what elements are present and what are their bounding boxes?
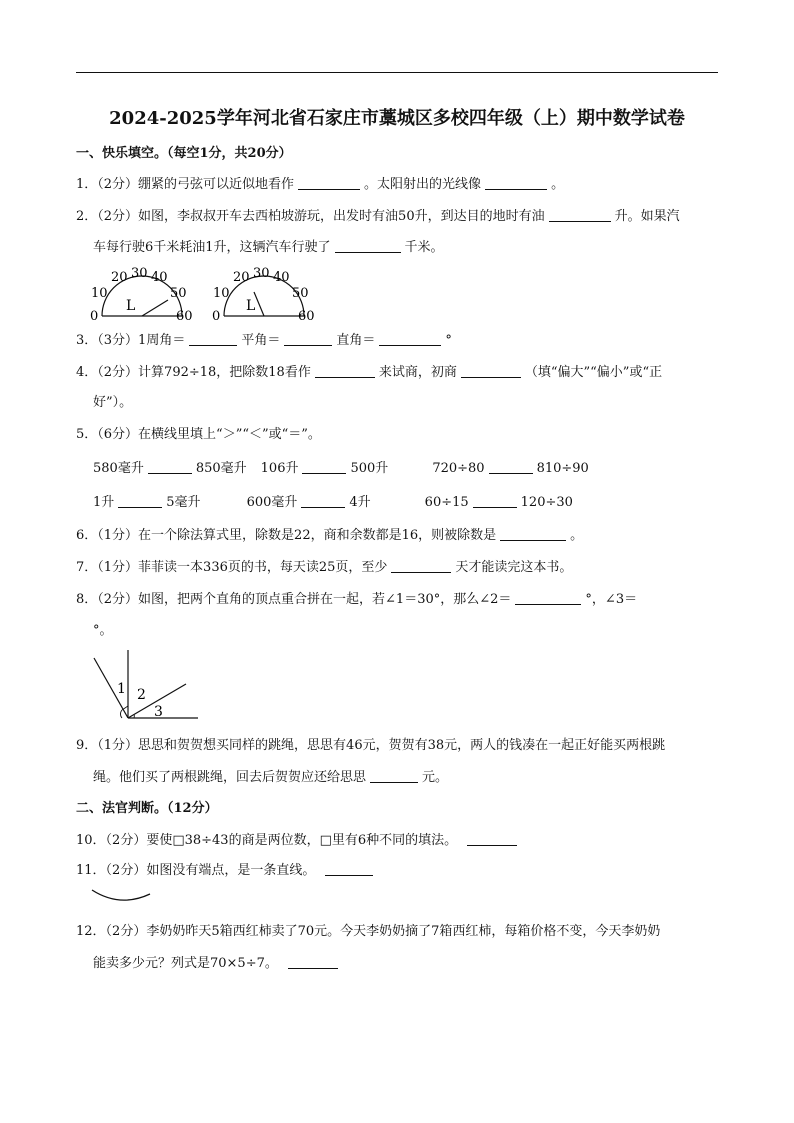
- question-text: 能卖多少元？列式是70×5÷7。: [93, 956, 278, 971]
- fuel-gauge-start: [90, 266, 193, 322]
- gauge-tick: 50: [292, 286, 309, 301]
- gauge-tick: 0: [90, 309, 99, 322]
- answer-blank[interactable]: [315, 363, 375, 378]
- gauge-tick: 20: [111, 270, 128, 285]
- gauge-tick: 60: [176, 309, 193, 322]
- angle-figure: [88, 648, 204, 722]
- gauge-tick: 30: [253, 266, 270, 281]
- question-2: [76, 207, 680, 226]
- compare-left: 580毫升: [93, 461, 144, 476]
- question-3: [76, 331, 452, 350]
- question-text: 。: [551, 177, 565, 192]
- compare-right: 4升: [349, 495, 371, 510]
- question-text: 。: [570, 528, 584, 543]
- gauge-tick: 20: [233, 270, 250, 285]
- gauge-tick: 60: [298, 309, 315, 322]
- angle-label-2: 2: [137, 687, 146, 703]
- answer-blank[interactable]: [335, 238, 401, 253]
- gauge-tick: 40: [273, 270, 290, 285]
- answer-blank[interactable]: [284, 331, 332, 346]
- answer-blank[interactable]: [473, 493, 517, 508]
- question-text: 来试商，初商: [378, 365, 457, 380]
- gauge-tick: 0: [212, 309, 221, 322]
- top-rule: [76, 72, 718, 73]
- gauge-tick: 10: [91, 286, 108, 301]
- question-text: 。太阳射出的光线像: [364, 177, 482, 192]
- question-8-cont: [93, 621, 113, 640]
- question-9: 9．（1分）思思和贺贺想买同样的跳绳，思思有46元，贺贺有38元，两人的钱凑在一起正好能买两根跳: [76, 738, 666, 753]
- compare-right: 120÷30: [520, 495, 573, 510]
- question-12-cont: [93, 954, 342, 973]
- question-text: 11．（2分）如图没有端点，是一条直线。: [76, 863, 316, 878]
- question-5: 5．（6分）在横线里填上“＞”“＜”或“＝”。: [76, 427, 321, 442]
- compare-left: 60÷15: [424, 495, 469, 510]
- question-text: 元。: [422, 770, 449, 785]
- question-text: 7．（1分）菲菲读一本336页的书，每天读25页，至少: [76, 560, 388, 575]
- question-text: （填“偏大”“偏小”或“正: [524, 365, 663, 380]
- answer-blank[interactable]: [379, 331, 441, 346]
- gauge-unit: L: [126, 298, 136, 314]
- question-text: °: [445, 333, 452, 348]
- compare-right: 500升: [350, 461, 389, 476]
- question-10: [76, 831, 521, 850]
- answer-blank[interactable]: [461, 363, 521, 378]
- answer-blank[interactable]: [302, 459, 346, 474]
- question-text: 天才能读完这本书。: [455, 560, 573, 575]
- answer-blank[interactable]: [118, 493, 162, 508]
- question-text: 10．（2分）要使□38÷43的商是两位数，□里有6种不同的填法。: [76, 833, 458, 848]
- question-2-cont: [93, 238, 444, 257]
- gauge-tick: 10: [213, 286, 230, 301]
- compare-row-2: [93, 493, 573, 512]
- answer-blank[interactable]: [370, 768, 418, 783]
- answer-blank[interactable]: [301, 493, 345, 508]
- angle-label-1: 1: [117, 681, 126, 697]
- question-7: [76, 558, 572, 577]
- section-heading-judge: 二、法官判断。（12分）: [76, 801, 218, 816]
- compare-right: 810÷90: [536, 461, 589, 476]
- fuel-gauge-end: [212, 266, 315, 322]
- answer-blank[interactable]: [391, 558, 451, 573]
- answer-blank[interactable]: [489, 459, 533, 474]
- gauge-needle: [142, 300, 168, 316]
- question-12: 12．（2分）李奶奶昨天5箱西红柿卖了70元。今天李奶奶摘了7箱西红柿，每箱价格不变，今天李奶奶: [76, 924, 661, 939]
- question-text: 1．（2分）绷紧的弓弦可以近似地看作: [76, 177, 295, 192]
- question-text: °。: [93, 623, 113, 638]
- answer-blank[interactable]: [325, 861, 373, 876]
- answer-blank[interactable]: [515, 590, 581, 605]
- question-text: 2．（2分）如图，李叔叔开车去西柏坡游玩，出发时有油50升，到达目的地时有油: [76, 209, 545, 224]
- question-text: 平角＝: [241, 333, 281, 348]
- angle-label-3: 3: [154, 704, 163, 720]
- gauge-needle: [254, 292, 264, 316]
- fuel-gauges-figure: [88, 262, 328, 322]
- question-text: 4．（2分）计算792÷18，把除数18看作: [76, 365, 311, 380]
- compare-left: 600毫升: [246, 495, 298, 510]
- question-text: °，∠3＝: [585, 592, 638, 607]
- gauge-unit: L: [246, 298, 256, 314]
- question-text: 6．（1分）在一个除法算式里，除数是22，商和余数都是16，则被除数是: [76, 528, 497, 543]
- question-11: [76, 861, 377, 880]
- question-text: 车每行驶6千米耗油1升，这辆汽车行驶了: [93, 240, 331, 255]
- question-8: [76, 590, 637, 609]
- answer-blank[interactable]: [467, 831, 517, 846]
- answer-blank[interactable]: [288, 954, 338, 969]
- compare-right: 5毫升: [166, 495, 201, 510]
- answer-blank[interactable]: [148, 459, 192, 474]
- compare-row-1: [93, 459, 589, 478]
- answer-blank[interactable]: [549, 207, 611, 222]
- question-4-cont: 好”）。: [93, 395, 133, 410]
- question-text: 升。如果汽: [614, 209, 680, 224]
- curve-figure: [88, 886, 154, 908]
- answer-blank[interactable]: [298, 175, 360, 190]
- gauge-tick: 50: [170, 286, 187, 301]
- question-9-cont: [93, 768, 448, 787]
- question-text: 绳。他们买了两根跳绳，回去后贺贺应还给思思: [93, 770, 367, 785]
- question-1: [76, 175, 564, 194]
- question-6: [76, 526, 583, 545]
- question-text: 8．（2分）如图，把两个直角的顶点重合拼在一起，若∠1＝30°，那么∠2＝: [76, 592, 512, 607]
- answer-blank[interactable]: [189, 331, 237, 346]
- gauge-tick: 30: [131, 266, 148, 281]
- answer-blank[interactable]: [485, 175, 547, 190]
- compare-left: 1升: [93, 495, 115, 510]
- compare-left: 106升: [260, 461, 299, 476]
- gauge-tick: 40: [151, 270, 168, 285]
- question-4: [76, 363, 662, 382]
- question-text: 3．（3分）1周角＝: [76, 333, 186, 348]
- answer-blank[interactable]: [500, 526, 566, 541]
- question-text: 直角＝: [336, 333, 376, 348]
- question-text: 千米。: [404, 240, 444, 255]
- section-heading-fill: 一、快乐填空。（每空1分，共20分）: [76, 146, 292, 161]
- compare-right: 850毫升: [195, 461, 247, 476]
- page-title: 2024-2025学年河北省石家庄市藁城区多校四年级（上）期中数学试卷: [109, 108, 685, 129]
- compare-left: 720÷80: [432, 461, 485, 476]
